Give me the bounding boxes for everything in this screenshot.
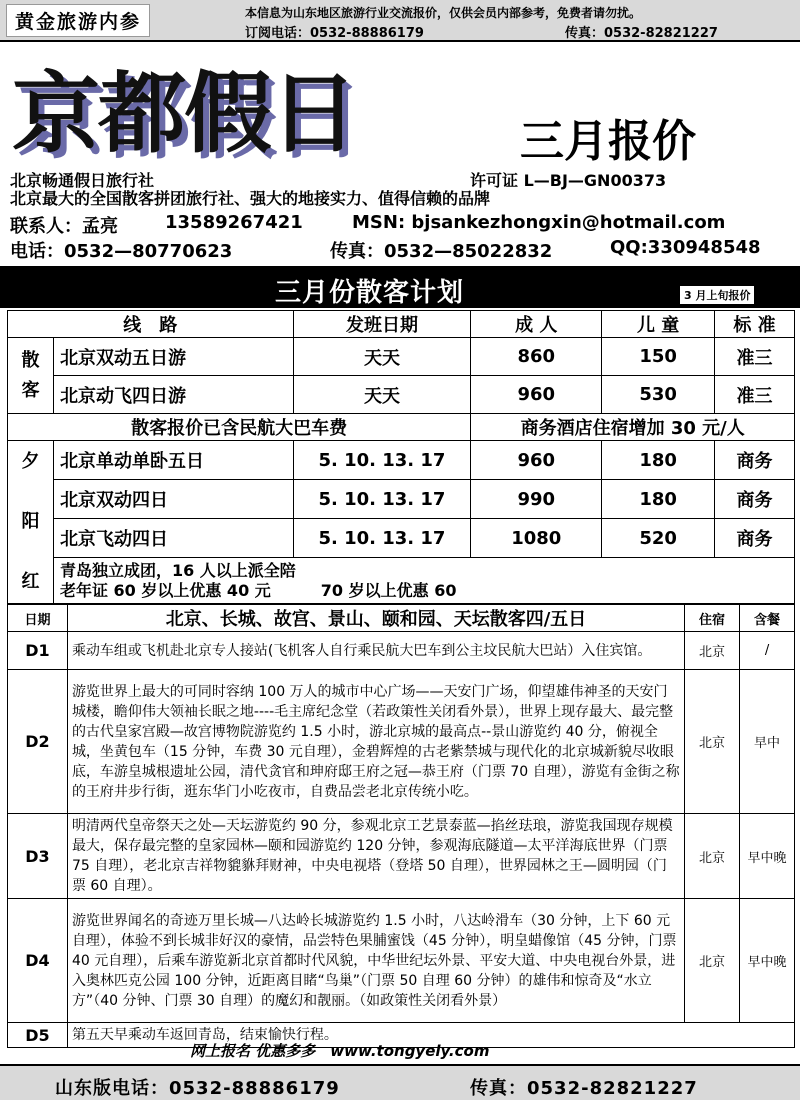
promo-senior-70: 70 岁以上优惠 60 — [320, 580, 457, 600]
header-route: 线 路 — [8, 311, 294, 338]
price-notes-row — [8, 414, 795, 441]
child-price: 150 — [602, 338, 715, 376]
price-note-right: 商务酒店住宿增加 30 元/人 — [471, 414, 795, 441]
day-stay: 北京 — [685, 899, 740, 1023]
day-meal: 早中 — [740, 670, 795, 814]
footer-tel: 山东版电话：0532-88886179 — [55, 1078, 340, 1099]
day-description: 乘动车组或飞机赴北京专人接站(飞机客人自行乘民航大巴车到公主坟民航大巴站）入住宾馆。 — [67, 632, 684, 670]
itinerary-title: 北京、长城、故宫、景山、颐和园、天坛散客四/五日 — [67, 605, 684, 632]
depart-date: 5. 10. 13. 17 — [293, 480, 471, 519]
table-row — [8, 338, 795, 376]
day-stay: 北京 — [685, 632, 740, 670]
table-row — [8, 376, 795, 414]
header-date: 发班日期 — [293, 311, 471, 338]
day-label: D3 — [8, 814, 68, 899]
itinerary-row — [8, 670, 795, 814]
day-description: 游览世界上最大的可同时容纳 100 万人的城市中心广场——天安门广场，仰望雄伟神圣的天安门城楼，瞻仰伟大领袖长眠之地----毛主席纪念堂（若政策性关闭看外景），世界上现存最大、最完整的古代皇家宫殿—故宫博物院游览约 1.5 小时，游北京城的最高点--景山游览约 40 分，俯视全城，坐黄包车（15 分钟，车费 30 元自理），金碧辉煌的古老紫禁城与现代化的北京城新貌尽收眼底，车游皇城根遗址公园，清代贪官和珅府邸王府之冠—恭王府（门票 70 自理），游览有金街之称的王府井步行街，逛东华门小吃夜市，自费品尝老北京传统小吃。 — [67, 670, 684, 814]
price-note-left: 散客报价已含民航大巴车费 — [8, 414, 471, 441]
day-meal: 早中晚 — [740, 814, 795, 899]
contact-qq: QQ:330948548 — [610, 237, 761, 258]
promo-cell — [53, 558, 794, 604]
table-row — [8, 519, 795, 558]
contact-phone: 13589267421 — [165, 212, 303, 233]
license-number: 许可证 L—BJ—GN00373 — [470, 171, 667, 190]
contact-fax: 传真：0532—85022832 — [330, 241, 553, 262]
contact-tel: 电话：0532—80770623 — [10, 241, 233, 262]
day-meal: 早中晚 — [740, 899, 795, 1023]
standard: 商务 — [715, 480, 795, 519]
itinerary-header — [8, 605, 795, 632]
depart-date: 5. 10. 13. 17 — [293, 441, 471, 480]
header-stay: 住宿 — [685, 605, 740, 632]
itinerary-row — [8, 814, 795, 899]
group-label-xiyanghong: 夕 阳 红 — [8, 441, 54, 604]
standard: 准三 — [715, 338, 795, 376]
header-meal: 含餐 — [740, 605, 795, 632]
header-child: 儿 童 — [602, 311, 715, 338]
route-name: 北京单动单卧五日 — [53, 441, 293, 480]
route-name: 北京双动五日游 — [53, 338, 293, 376]
adult-price: 1080 — [471, 519, 602, 558]
subscription-hotline: 订阅电话：0532-88886179 — [245, 26, 424, 41]
day-label: D1 — [8, 632, 68, 670]
day-stay: 北京 — [685, 814, 740, 899]
route-name: 北京双动四日 — [53, 480, 293, 519]
depart-date: 天天 — [293, 376, 471, 414]
website-promo: 网上报名 优惠多多 www.tongyely.com — [190, 1042, 490, 1060]
contact-msn: MSN: bjsankezhongxin@hotmail.com — [352, 212, 726, 233]
brand-name: 黄金旅游内参 — [6, 4, 150, 37]
adult-price: 990 — [471, 480, 602, 519]
child-price: 530 — [602, 376, 715, 414]
adult-price: 860 — [471, 338, 602, 376]
footer-bar — [0, 1064, 800, 1100]
top-banner — [0, 0, 800, 42]
group-label-sanke: 散 客 — [8, 338, 54, 414]
day-label: D4 — [8, 899, 68, 1023]
month-price-subtitle: 三月报价 — [520, 116, 696, 167]
header-fax: 传真：0532-82821227 — [565, 26, 718, 41]
header-adult: 成 人 — [471, 311, 602, 338]
day-stay: 北京 — [685, 670, 740, 814]
day-label: D5 — [8, 1023, 68, 1048]
depart-date: 天天 — [293, 338, 471, 376]
agency-logo-title: 京都假日 — [12, 61, 357, 165]
route-name: 北京飞动四日 — [53, 519, 293, 558]
agency-name: 北京畅通假日旅行社 — [10, 171, 155, 190]
itinerary-row — [8, 899, 795, 1023]
header-standard: 标 准 — [715, 311, 795, 338]
adult-price: 960 — [471, 441, 602, 480]
itinerary-table — [7, 604, 795, 1048]
footer-fax: 传真：0532-82821227 — [470, 1078, 698, 1099]
day-description: 游览世界闻名的奇迹万里长城—八达岭长城游览约 1.5 小时，八达岭滑车（30 分钟，上下 60 元自理），体验不到长城非好汉的豪情，品尝特色果脯蜜饯（45 分钟），明皇蜡像馆（45 分钟，门票 40 元自理），后乘车游览新北京首都时代风貌，中华世纪坛外景、平安大道、中央电视台外景，进入奥林匹克公园 100 分钟，近距离目睹“鸟巢”（门票 50 自理 60 分钟）的雄伟和惊奇及“水立方”（40 分钟、门票 30 自理）的魔幻和靓丽。（如政策性关闭看外景） — [67, 899, 684, 1023]
table-row — [8, 480, 795, 519]
day-meal: / — [740, 632, 795, 670]
member-notice: 本信息为山东地区旅游行业交流报价，仅供会员内部参考，免费者请勿扰。 — [245, 6, 642, 20]
standard: 商务 — [715, 519, 795, 558]
adult-price: 960 — [471, 376, 602, 414]
route-name: 北京动飞四日游 — [53, 376, 293, 414]
plan-title: 三月份散客计划 — [275, 278, 465, 308]
promo-row — [8, 558, 795, 604]
promo-group-tour: 青岛独立成团，16 人以上派全陪 — [59, 560, 296, 580]
agency-tagline: 北京最大的全国散客拼团旅行社、强大的地接实力、值得信赖的品牌 — [10, 189, 491, 208]
promo-senior — [60, 581, 794, 601]
day-label: D2 — [8, 670, 68, 814]
price-table — [7, 310, 795, 604]
price-period-tag: 3 月上旬报价 — [680, 286, 754, 304]
contact-person: 联系人：孟亮 — [10, 216, 118, 237]
day-description: 明清两代皇帝祭天之处—天坛游览约 90 分，参观北京工艺景泰蓝—掐丝珐琅，游览我国现存规模最大，保存最完整的皇家园林—颐和园游览约 120 分钟，参观海底隧道—太平洋海底世界（门票 75 自理），老北京吉祥物貔貅拜财神，中央电视塔（登塔 50 自理），世界园林之王—圆明园（门票 60 自理）。 — [67, 814, 684, 899]
price-table-header — [8, 311, 795, 338]
promo-senior-60: 老年证 60 岁以上优惠 40 元 — [59, 580, 271, 600]
table-row — [8, 441, 795, 480]
itinerary-row — [8, 632, 795, 670]
standard: 准三 — [715, 376, 795, 414]
plan-banner — [0, 266, 800, 308]
standard: 商务 — [715, 441, 795, 480]
day-description: 第五天早乘动车返回青岛，结束愉快行程。 — [67, 1023, 794, 1048]
depart-date: 5. 10. 13. 17 — [293, 519, 471, 558]
child-price: 180 — [602, 441, 715, 480]
header-day: 日期 — [8, 605, 68, 632]
child-price: 520 — [602, 519, 715, 558]
child-price: 180 — [602, 480, 715, 519]
